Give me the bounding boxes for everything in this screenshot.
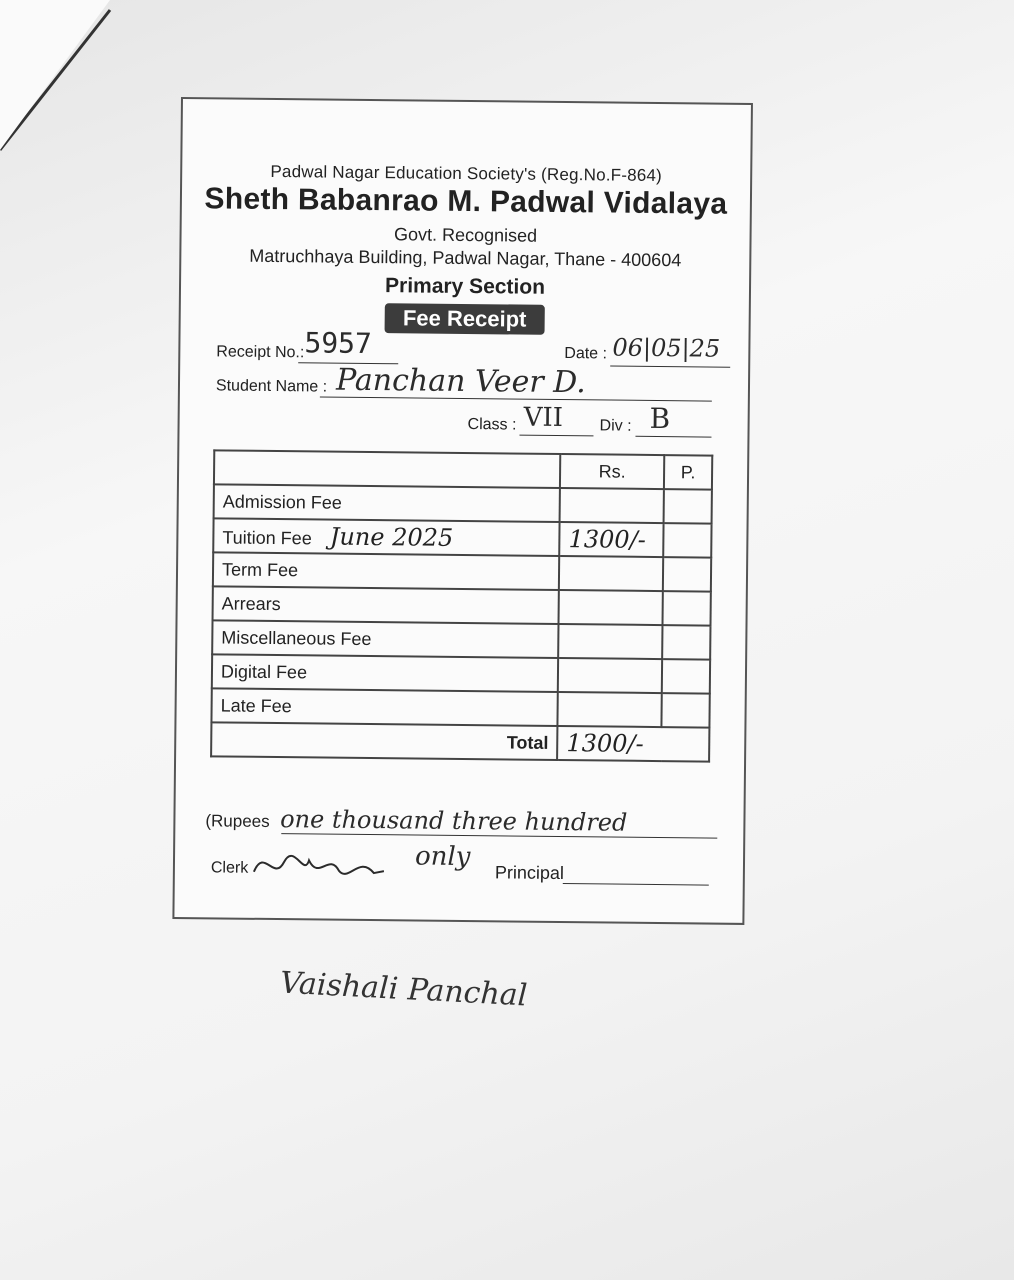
div-line <box>635 436 711 438</box>
row-p-cell <box>662 693 710 727</box>
class-value: VII <box>523 402 564 434</box>
fee-label: Digital Fee <box>220 660 308 682</box>
receipt-no-value: 5957 <box>304 326 373 361</box>
table-row <box>213 586 711 625</box>
row-rs-cell <box>559 590 663 625</box>
div-label: Div : <box>599 417 632 435</box>
total-row <box>211 722 709 761</box>
rupees-label: (Rupees <box>205 811 270 831</box>
principal-line <box>563 883 709 886</box>
total-label-cell <box>211 722 558 760</box>
row-label-cell <box>212 654 559 692</box>
row-p-cell <box>662 625 710 659</box>
row-label-cell <box>213 518 560 556</box>
table-header-cell: P. <box>664 455 712 489</box>
row-rs-cell <box>558 692 662 727</box>
class-label: Class : <box>467 416 517 434</box>
school-address: Matruchhaya Building, Padwal Nagar, Thane - 400604 <box>249 245 682 271</box>
date-value: 06|05|25 <box>612 333 721 363</box>
fee-label: Admission Fee <box>222 490 342 513</box>
table-header-row <box>214 450 712 489</box>
fee-note: June 2025 <box>329 522 454 552</box>
total-value: 1300/- <box>566 729 644 758</box>
fee-label: Miscellaneous Fee <box>221 626 372 649</box>
total-value-cell <box>557 726 709 762</box>
fee-label: Arrears <box>221 592 281 614</box>
div-value: B <box>649 401 671 436</box>
receipt-no-label: Receipt No.: <box>216 343 305 362</box>
row-rs-cell <box>559 556 663 591</box>
table-row <box>213 518 711 557</box>
section-title: Primary Section <box>384 274 546 299</box>
row-rs-cell <box>559 522 663 557</box>
row-rs-cell <box>558 624 662 659</box>
row-label-cell <box>212 620 559 658</box>
row-p-cell <box>663 523 711 557</box>
fee-label: Term Fee <box>221 558 299 580</box>
table-header-cell <box>214 450 561 488</box>
society-name: Padwal Nagar Education Society's (Reg.No.F-864) <box>270 161 663 186</box>
table-row <box>213 552 711 591</box>
rupees-words: one thousand three hundred <box>280 805 628 837</box>
school-name: Sheth Babanrao M. Padwal Vidalaya <box>204 182 728 221</box>
table-header-cell: Rs. <box>560 454 664 489</box>
fee-table <box>210 449 713 762</box>
row-label-cell <box>213 586 560 624</box>
handwritten-signature: Vaishali Panchal <box>279 965 529 1014</box>
student-name-value: Panchan Veer D. <box>335 362 586 401</box>
fee-label: Late Fee <box>220 694 292 716</box>
total-label: Total <box>506 731 549 753</box>
table-row <box>212 620 710 659</box>
row-rs-cell <box>560 488 664 523</box>
date-label: Date : <box>564 345 608 363</box>
table-row <box>212 654 710 693</box>
rupees-words-continued: only <box>414 841 471 873</box>
badge-wrapper <box>181 301 749 337</box>
row-p-cell <box>663 591 711 625</box>
principal-label: Principal <box>494 862 565 884</box>
date-line <box>610 366 730 368</box>
student-name-label: Student Name : <box>215 377 328 396</box>
row-label-cell <box>211 688 558 726</box>
fee-receipt <box>172 97 753 925</box>
row-p-cell <box>662 659 710 693</box>
row-rs-cell <box>558 658 662 693</box>
row-p-cell <box>664 489 712 523</box>
fee-receipt-badge: Fee Receipt <box>385 303 545 335</box>
row-label-cell <box>214 484 561 522</box>
table-row <box>211 688 709 727</box>
clerk-label: Clerk <box>210 859 249 877</box>
rupees-in-words <box>205 804 627 836</box>
clerk-signature <box>249 842 389 887</box>
table-row <box>214 484 712 523</box>
row-label-cell <box>213 552 560 590</box>
fee-label: Tuition Fee <box>222 527 312 549</box>
class-line <box>519 435 593 437</box>
fee-rs-value: 1300/- <box>568 525 647 554</box>
recognition-text: Govt. Recognised <box>393 224 538 246</box>
row-p-cell <box>663 557 711 591</box>
